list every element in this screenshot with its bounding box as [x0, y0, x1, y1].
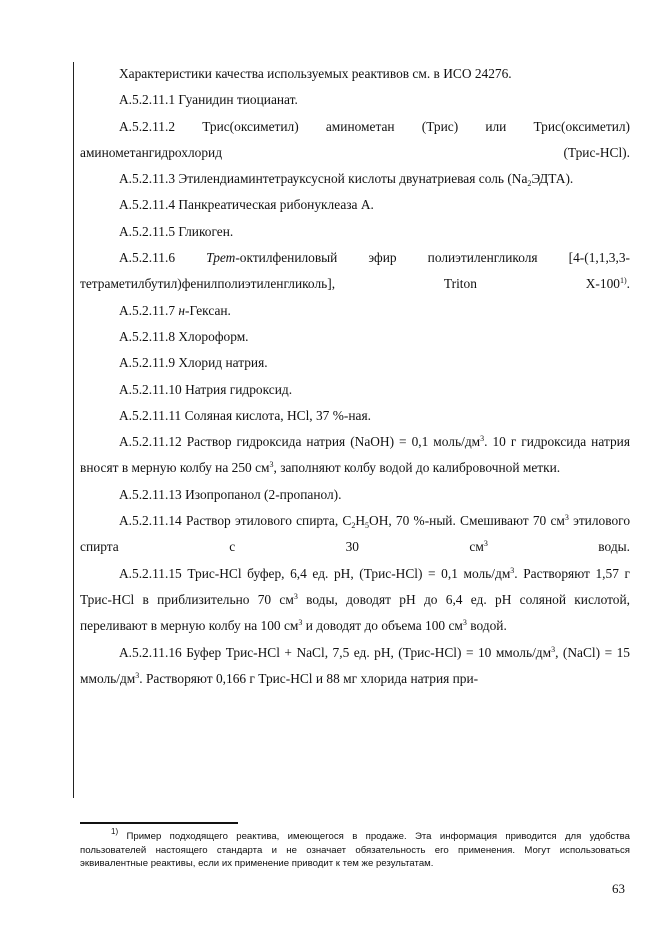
paragraph: А.5.2.11.7 н-Гексан.	[119, 302, 231, 318]
paragraph: А.5.2.11.5 Гликоген.	[119, 223, 234, 239]
page-number: 63	[612, 881, 625, 896]
footnote: $^{1)}$ Пример подходящего реактива, имеющегося в продаже. Эта информация приводится для удобства пользователей настоящего стандарта и не означает обязательность его применения. Могут использоваться эквивалентные реактивы, если их применение приводит к тем же результатам.	[80, 827, 630, 869]
paragraph: А.5.2.11.15 Трис-HCl буфер, 6,4 ед. рН, (Трис-HCl) = 0,1 моль/$дм^3$. Растворяют 1,57 г Трис-HCl в приблизительно 70 $см^3$ воды, доводят рН до 6,4 ед. рН соляной кислотой, переливают в мерную колбу на 100 $см^3$ и доводят до объема 100 $см^3$ водой.	[80, 565, 630, 634]
paragraph: А.5.2.11.11 Соляная кислота, HCl, 37 %-ная.	[119, 407, 371, 423]
document-body	[80, 61, 630, 692]
paragraph: А.5.2.11.9 Хлорид натрия.	[119, 355, 268, 371]
left-margin-rule	[73, 62, 74, 798]
paragraph: А.5.2.11.6 Трет-октилфениловый эфир полиэтиленгликоля [4-(1,1,3,3-тетраметилбутил)фенилполиэтиленгликоль], Triton X-100$^{1)}$.	[80, 250, 630, 292]
paragraph: А.5.2.11.16 Буфер Трис-HCl + NaCl, 7,5 ед. рН, (Трис-HCl) = 10 ммоль/$дм^3$, (NaCl) = 15 ммоль/$дм^3$. Растворяют 0,166 г Трис-HCl и 88 мг хлорида натрия при-	[80, 644, 630, 686]
paragraph: А.5.2.11.13 Изопропанол (2-пропанол).	[119, 486, 342, 502]
paragraph: А.5.2.11.10 Натрия гидроксид.	[119, 381, 293, 397]
paragraph: Характеристики качества используемых реактивов см. в ИСО 24276.	[119, 66, 512, 81]
paragraph: А.5.2.11.8 Хлороформ.	[119, 328, 249, 344]
paragraph: А.5.2.11.3 Этилендиаминтетрауксусной кислоты двунатриевая соль $(Na_2ЭДТА)$.	[119, 171, 574, 189]
paragraph: А.5.2.11.4 Панкреатическая рибонуклеаза А.	[119, 197, 374, 213]
paragraph: А.5.2.11.2 Трис(оксиметил) аминометан (Трис) или Трис(оксиметил) аминометангидрохлорид (Трис-HCl).	[80, 118, 630, 160]
paragraph: А.5.2.11.12 Раствор гидроксида натрия (NaOH) = 0,1 моль/$дм^3$. 10 г гидроксида натрия вносят в мерную колбу на 250 $см^3$, заполняют колбу водой до калибровочной метки.	[80, 434, 630, 476]
paragraph: А.5.2.11.14 Раствор этилового спирта, $C_2H_5OH$, 70 %-ный. Смешивают 70 $см^3$ этилового спирта с 30 $см^3$ воды.	[80, 513, 631, 555]
paragraph: А.5.2.11.1 Гуанидин тиоцианат.	[119, 92, 298, 108]
footnote-separator	[80, 822, 238, 824]
